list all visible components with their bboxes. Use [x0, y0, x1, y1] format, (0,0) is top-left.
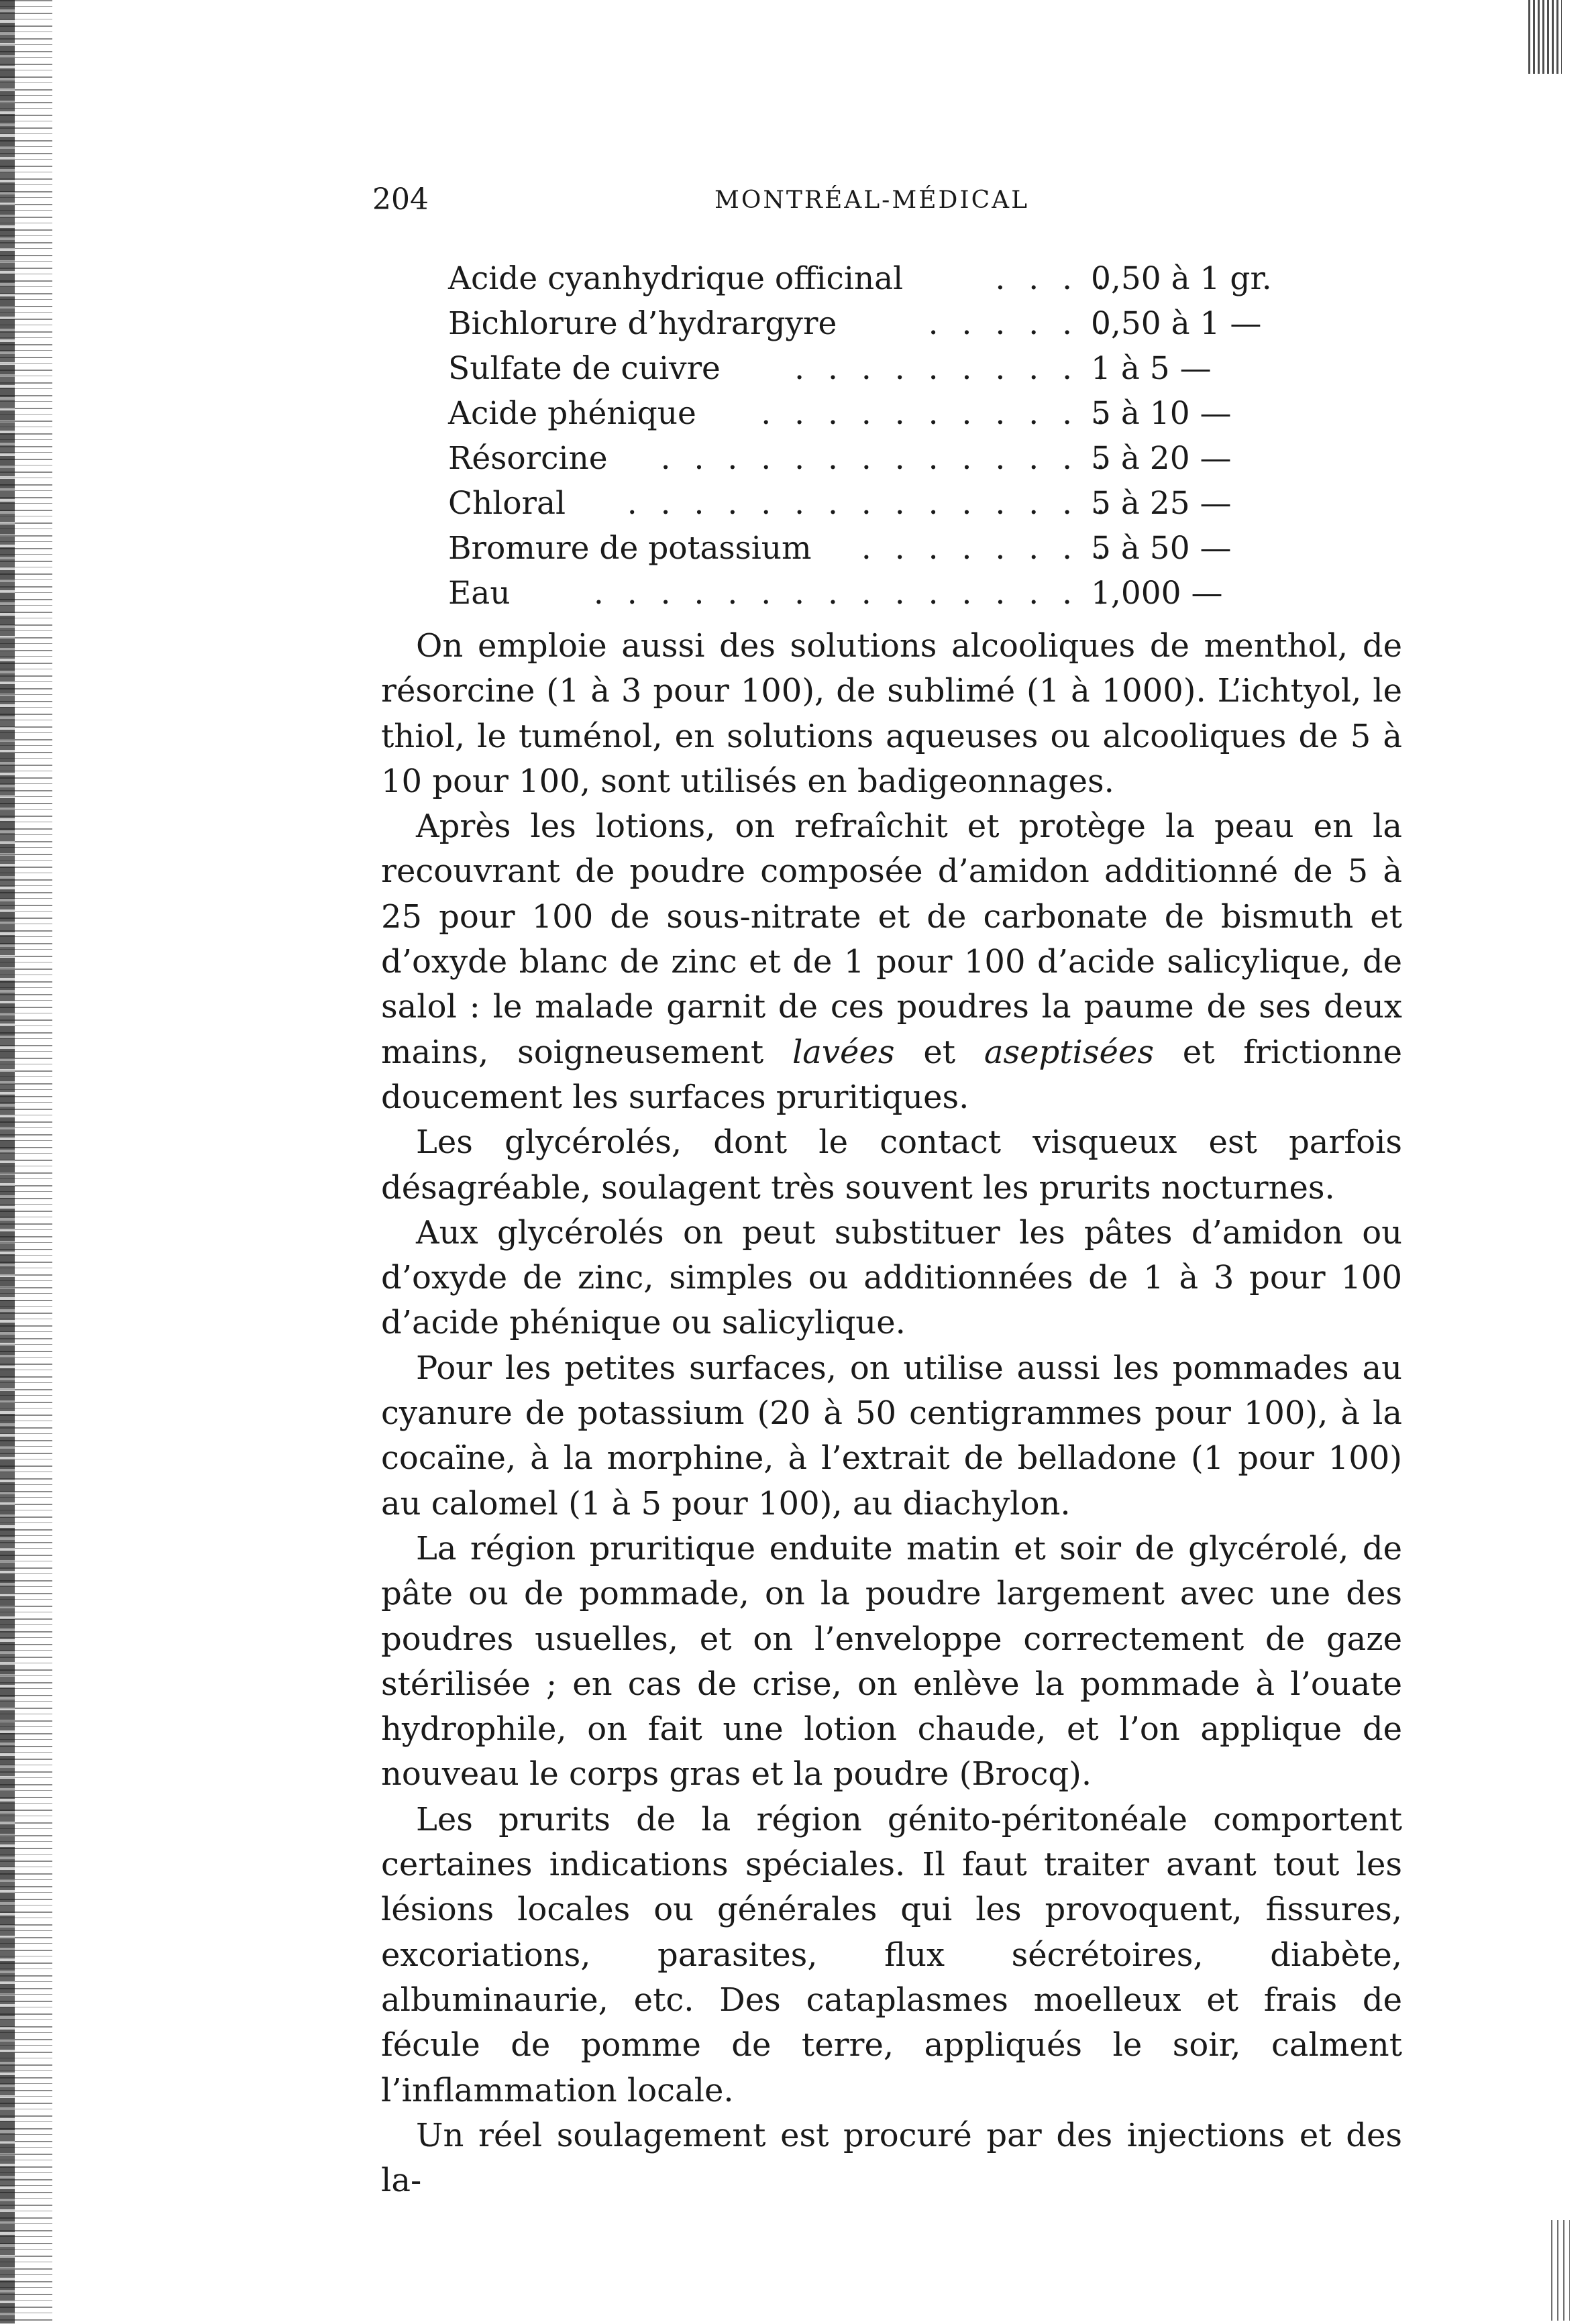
- recipe-leader-dots: . . . . . . . . . . . . . . .: [627, 485, 1112, 522]
- recipe-leader-dots: . . . . . . . . . . . . . .: [660, 440, 1112, 477]
- paragraph-ointments: Pour les petites surfaces, on utilise aussi les pommades au cyanure de potassium (20 à 50 centigrammes pour 100), à la cocaïne, à la morphine, à l’extrait de belladone (1 pour 100) au calomel (1 à 5 pour 100), au diachylon.: [381, 1349, 1402, 1523]
- page-header: [372, 182, 1406, 223]
- recipe-ingredient: Acide phénique: [448, 395, 696, 432]
- body-text: [381, 624, 1402, 2203]
- recipe-ingredient: Sulfate de cuivre: [448, 350, 721, 387]
- recipe-row: [448, 530, 1334, 575]
- recipe-quantity: 5 à 25 —: [1091, 485, 1232, 522]
- recipe-quantity: 1,000 —: [1091, 575, 1223, 612]
- page-number: 204: [372, 182, 429, 217]
- paragraph-pastes: Aux glycérolés on peut substituer les pâtes d’amidon ou d’oxyde de zinc, simples ou additionnées de 1 à 3 pour 100 d’acide phénique ou salicylique.: [381, 1213, 1402, 1342]
- recipe-ingredient: Eau: [448, 575, 511, 612]
- recipe-leader-dots: . . . . . . . . . . .: [761, 395, 1112, 432]
- recipe-list: [448, 260, 1334, 620]
- recipe-ingredient: Bichlorure d’hydrargyre: [448, 305, 837, 342]
- paragraph-glycerols: Les glycérolés, dont le contact visqueux est parfois désagréable, soulagent très souvent les prurits nocturnes.: [381, 1123, 1402, 1207]
- paragraph-powders-conjunction: et: [923, 1033, 956, 1071]
- recipe-row: [448, 395, 1334, 440]
- recipe-leader-dots: . . . . . . . .: [861, 530, 1112, 567]
- recipe-row: [448, 575, 1334, 620]
- paragraph-genito-pruritus: Les prurits de la région génito-péritonéale comportent certaines indications spéciales. Il faut traiter avant tout les lésions locales ou générales qui les provoquent, fissures, excoriations, parasites, flux sécrétoires, diabète, albuminaurie, etc. Des cataplasmes moelleux et frais de fécule de pomme de terre, appliqués le soir, calment l’inflammation locale.: [381, 1800, 1402, 2109]
- recipe-row: [448, 485, 1334, 530]
- paragraph-powders-end: et frictionne doucement les surfaces pruritiques.: [381, 1033, 1403, 1116]
- recipe-quantity: 1 à 5 —: [1091, 350, 1212, 387]
- recipe-quantity: 5 à 20 —: [1091, 440, 1232, 477]
- recipe-row: [448, 350, 1334, 395]
- paragraph-powders: [381, 804, 1402, 1120]
- paragraph-alcohol-solutions: On emploie aussi des solutions alcooliques de menthol, de résorcine (1 à 3 pour 100), de sublimé (1 à 1000). L’ichtyol, le thiol, le tuménol, en solutions aqueuses ou alcooliques de 5 à 10 pour 100, sont utilisés en badigeonnages.: [381, 627, 1402, 800]
- recipe-quantity: 0,50 à 1 —: [1091, 305, 1262, 342]
- recipe-quantity: 5 à 10 —: [1091, 395, 1232, 432]
- recipe-leader-dots: . . . . . . . . . .: [794, 350, 1112, 387]
- running-title: MONTRÉAL-MÉDICAL: [714, 186, 1030, 214]
- recipe-quantity: 0,50 à 1 gr.: [1091, 260, 1272, 297]
- recipe-row: [448, 260, 1334, 305]
- recipe-leader-dots: . . . .: [995, 260, 1112, 297]
- recipe-ingredient: Acide cyanhydrique officinal: [448, 260, 904, 297]
- italic-lavees: lavées: [792, 1033, 895, 1071]
- recipe-ingredient: Chloral: [448, 485, 566, 522]
- recipe-leader-dots: . . . . . . . . . . . . . . . .: [593, 575, 1112, 612]
- recipe-row: [448, 305, 1334, 350]
- paragraph-powders-text: Après les lotions, on refraîchit et protège la peau en la recouvrant de poudre composée d’amidon additionné de 5 à 25 pour 100 de sous-nitrate et de carbonate de bismuth et d’oxyde blanc de zinc et de 1 pour 100 d’acide salicylique, de salol : le malade garnit de ces poudres la paume de ses deux mains, soigneusement: [381, 808, 1402, 1071]
- scan-artifact-bottom-right: [1551, 2220, 1570, 2321]
- recipe-ingredient: Bromure de potassium: [448, 530, 812, 567]
- scan-artifact-top-right: [1528, 0, 1562, 74]
- paragraph-application: La région pruritique enduite matin et soir de glycérolé, de pâte ou de pommade, on la poudre largement avec une des poudres usuelles, et on l’enveloppe correctement de gaze stérilisée ; en cas de crise, on enlève la pommade à l’ouate hydrophile, on fait une lotion chaude, et l’on applique de nouveau le corps gras et la poudre (Brocq).: [381, 1529, 1402, 1793]
- recipe-quantity: 5 à 50 —: [1091, 530, 1232, 567]
- recipe-leader-dots: . . . . . .: [928, 305, 1112, 342]
- recipe-row: [448, 440, 1334, 485]
- scan-binding-shadow: [0, 0, 15, 2324]
- italic-aseptisees: aseptisées: [984, 1033, 1154, 1071]
- recipe-ingredient: Résorcine: [448, 440, 608, 477]
- paragraph-injections: Un réel soulagement est procuré par des injections et des la-: [381, 2116, 1402, 2200]
